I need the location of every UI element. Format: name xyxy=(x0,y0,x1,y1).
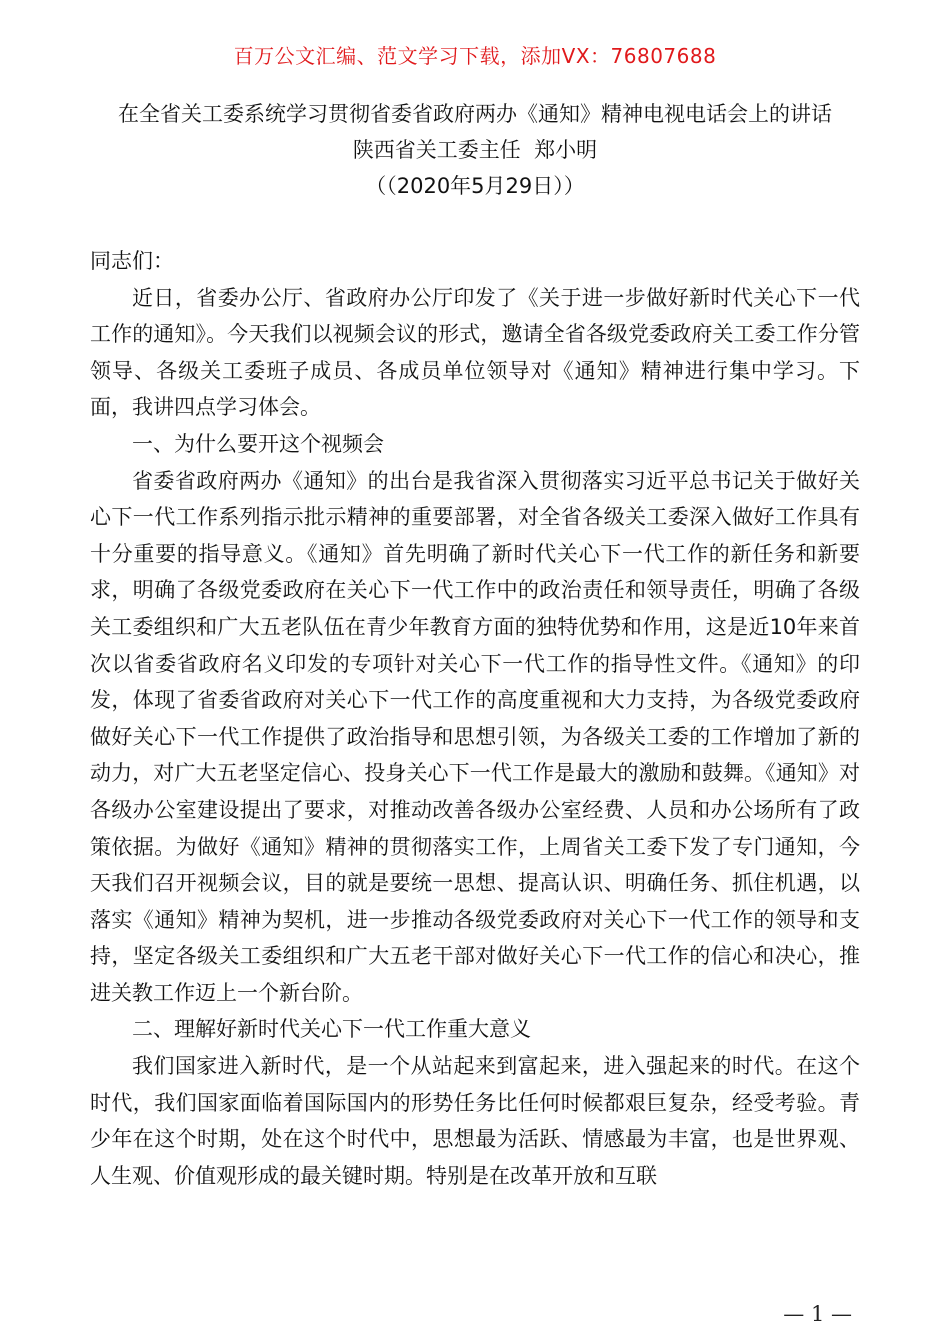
paragraph-intro: 近日，省委办公厅、省政府办公厅印发了《关于进一步做好新时代关心下一代工作的通知》。今天我们以视频会议的形式，邀请全省各级党委政府关工委工作分管领导、各级关工委班子成员、各成员单位领导对《通知》精神进行集中学习。下面，我讲四点学习体会。 xyxy=(90,285,860,420)
section-heading-2: 二、理解好新时代关心下一代工作重大意义 xyxy=(132,1017,531,1042)
section-heading-1: 一、为什么要开这个视频会 xyxy=(132,431,384,456)
promo-banner: 百万公文汇编、范文学习下载，添加VX：76807688 xyxy=(233,44,717,68)
page-number: — 1 — xyxy=(783,1302,852,1326)
speech-body xyxy=(90,243,860,1194)
paragraph-section-2: 我们国家进入新时代，是一个从站起来到富起来，进入强起来的时代。在这个时代，我们国家面临着国际国内的形势任务比任何时候都艰巨复杂，经受考验。青少年在这个时期，处在这个时代中，思想最为活跃、情感最为丰富，也是世界观、人生观、价值观形成的最关键时期。特别是在改革开放和互联 xyxy=(90,1054,860,1188)
speech-title: 在全省关工委系统学习贯彻省委省政府两办《通知》精神电视电话会上的讲话 xyxy=(118,102,832,126)
speech-date: （（2020年5月29日）） xyxy=(365,174,585,198)
salutation: 同志们： xyxy=(90,249,174,273)
speaker-line: 陕西省关工委主任 郑小明 xyxy=(352,138,598,162)
title-block xyxy=(0,96,950,204)
paragraph-section-1: 省委省政府两办《通知》的出台是我省深入贯彻落实习近平总书记关于做好关心下一代工作系列指示批示精神的重要部署，对全省各级关工委深入做好工作具有十分重要的指导意义。《通知》首先明确了新时代关心下一代工作的新任务和新要求，明确了各级党委政府在关心下一代工作中的政治责任和领导责任，明确了各级关工委组织和广大五老队伍在青少年教育方面的独特优势和作用，这是近10年来首次以省委省政府名义印发的专项针对关心下一代工作的指导性文件。《通知》的印发，体现了省委省政府对关心下一代工作的高度重视和大力支持，为各级党委政府做好关心下一代工作提供了政治指导和思想引领，为各级关工委的工作增加了新的动力，对广大五老坚定信心、投身关心下一代工作是最大的激励和鼓舞。《通知》对各级办公室建设提出了要求，对推动改善各级办公室经费、人员和办公场所有了政策依据。为做好《通知》精神的贯彻落实工作，上周省关工委下发了专门通知，今天我们召开视频会议，目的就是要统一思想、提高认识、明确任务、抓住机遇，以落实《通知》精神为契机，进一步推动各级党委政府对关心下一代工作的领导和支持，坚定各级关工委组织和广大五老干部对做好关心下一代工作的信心和决心，推进关教工作迈上一个新台阶。 xyxy=(90,468,860,1005)
